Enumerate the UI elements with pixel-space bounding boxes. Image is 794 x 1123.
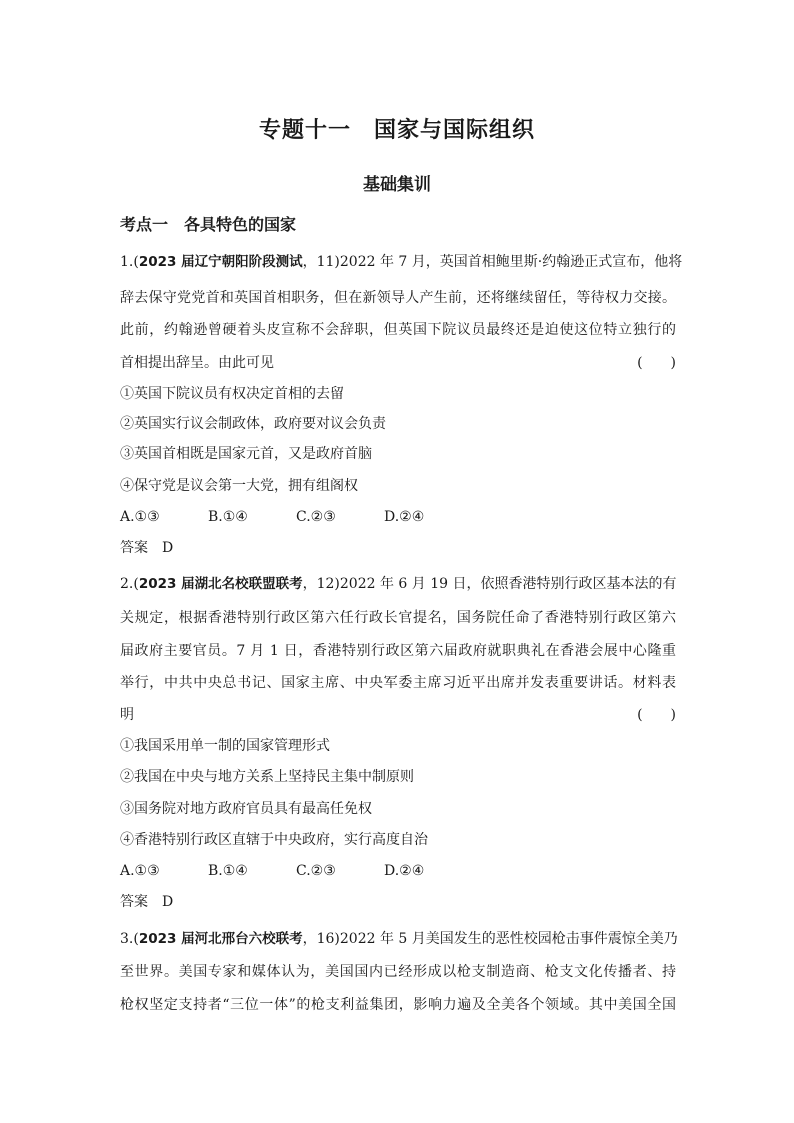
- q2-statement-3: ③国务院对地方政府官员具有最高任免权: [120, 801, 372, 817]
- q1-statement-2: ②英国实行议会制政体，政府要对议会负责: [120, 416, 386, 432]
- q1-option-d: D.②④: [384, 509, 425, 525]
- section-heading: 考点一 各具特色的国家: [120, 215, 297, 234]
- page-subtitle: 基础集训: [363, 175, 431, 195]
- q1-line-2: 辞去保守党党首和英国首相职务，但在新领导人产生前，还将继续留任，等待权力交接。: [120, 290, 676, 306]
- q2-statement-1: ①我国采用单一制的国家管理形式: [120, 738, 330, 754]
- q2-option-d: D.②④: [384, 863, 425, 879]
- q2-statement-2: ②我国在中央与地方关系上坚持民主集中制原则: [120, 769, 414, 785]
- q2-line-4: 举行，中共中央总书记、国家主席、中央军委主席习近平出席并发表重要讲话。材料表: [120, 675, 676, 691]
- answer-blank: ( ): [637, 707, 676, 723]
- q1-statement-3: ③英国首相既是国家元首，又是政府首脑: [120, 446, 372, 462]
- q1-source: 2023 届辽宁朝阳阶段测试: [138, 254, 303, 270]
- q1-line-1: 1.(2023 届辽宁朝阳阶段测试，11)2022 年 7 月，英国首相鲍里斯·约翰逊正式宣布，他将: [120, 254, 683, 270]
- q2-line-5: 明 ( ): [120, 707, 676, 723]
- q3-source: 2023 届河北邢台六校联考: [138, 931, 303, 947]
- q2-line-3: 届政府主要官员。7 月 1 日，香港特别行政区第六届政府就职典礼在香港会展中心隆重: [120, 643, 676, 659]
- q1-line-3: 此前，约翰逊曾硬着头皮宣称不会辞职，但英国下院议员最终还是迫使这位特立独行的: [120, 322, 676, 338]
- q1-answer: 答案 D: [120, 540, 174, 556]
- q3-line-3: 枪权坚定支持者“三位一体”的枪支利益集团，影响力遍及全美各个领域。其中美国全国: [120, 997, 676, 1013]
- q2-option-a: A.①③: [120, 863, 160, 879]
- q1-statement-4: ④保守党是议会第一大党，拥有组阁权: [120, 478, 358, 494]
- q2-statement-4: ④香港特别行政区直辖于中央政府，实行高度自治: [120, 832, 428, 848]
- q3-line-2: 至世界。美国专家和媒体认为，美国国内已经形成以枪支制造商、枪支文化传播者、持: [120, 964, 676, 980]
- q2-source: 2023 届湖北名校联盟联考: [138, 576, 303, 592]
- q2-answer: 答案 D: [120, 894, 174, 910]
- q1-option-c: C.②③: [296, 509, 336, 525]
- q3-line-1: 3.(2023 届河北邢台六校联考，16)2022 年 5 月美国发生的恶性校园枪击事件震惊全美乃: [120, 931, 678, 947]
- q1-line-4: 首相提出辞呈。由此可见 ( ): [120, 355, 676, 371]
- page-title: 专题十一 国家与国际组织: [258, 118, 535, 143]
- q2-line-2: 关规定，根据香港特别行政区第六任行政长官提名，国务院任命了香港特别行政区第六: [120, 610, 676, 626]
- q2-line-1: 2.(2023 届湖北名校联盟联考，12)2022 年 6 月 19 日，依照香港特别行政区基本法的有: [120, 576, 677, 592]
- q2-options: [120, 861, 676, 881]
- q2-option-c: C.②③: [296, 863, 336, 879]
- answer-blank: ( ): [637, 355, 676, 371]
- q1-statement-1: ①英国下院议员有权决定首相的去留: [120, 386, 344, 402]
- q1-option-a: A.①③: [120, 509, 160, 525]
- q1-option-b: B.①④: [208, 509, 248, 525]
- q2-option-b: B.①④: [208, 863, 248, 879]
- q1-options: [120, 507, 676, 527]
